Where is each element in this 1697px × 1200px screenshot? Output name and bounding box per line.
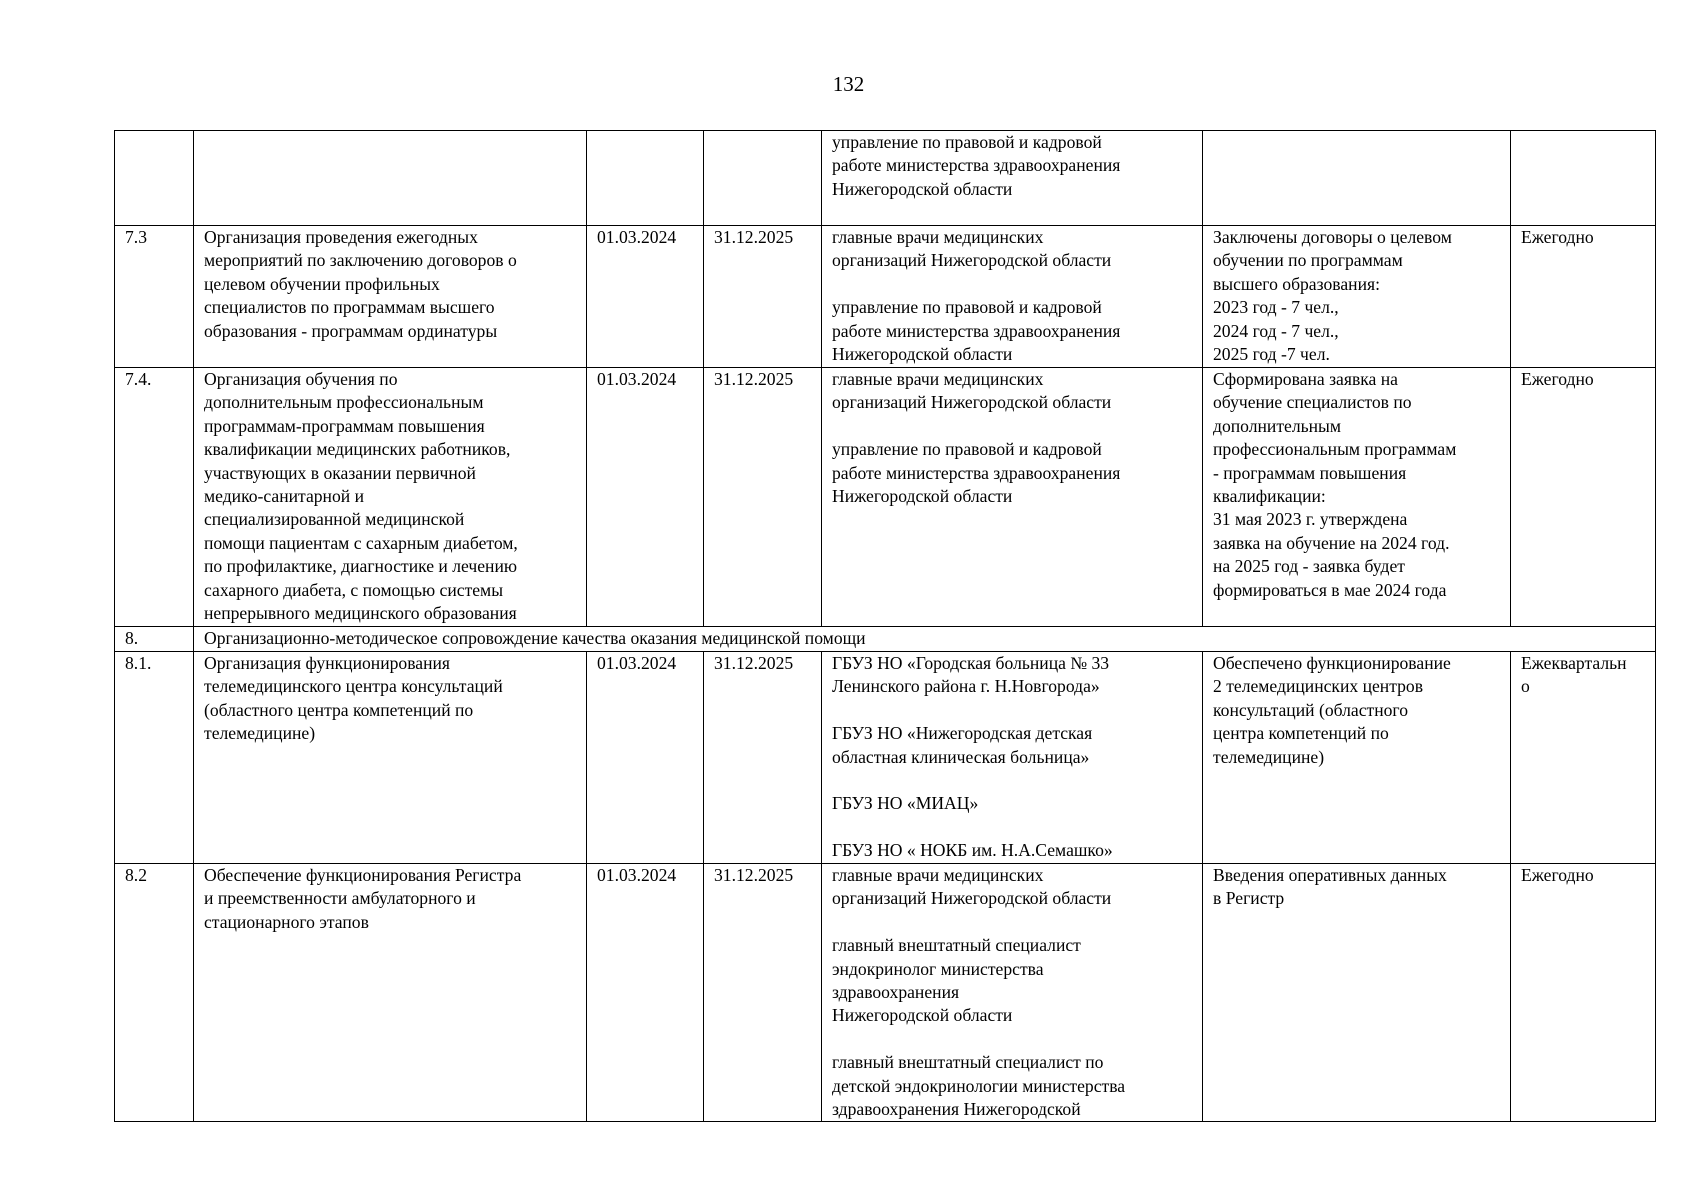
row-number: 8.2: [115, 864, 194, 1122]
end-date-cell: 31.12.2025: [704, 226, 822, 368]
start-date-cell: 01.03.2024: [587, 652, 704, 864]
end-date-cell: 31.12.2025: [704, 864, 822, 1122]
section-number: 8.: [115, 627, 194, 652]
end-date-cell: [704, 131, 822, 226]
periodicity-cell: Ежегодно: [1511, 226, 1656, 368]
section-title: Организационно-методическое сопровождение качества оказания медицинской помощи: [194, 627, 1656, 652]
activity-cell: Организация проведения ежегодных мероприятий по заключению договоров о целевом обучении профильных специалистов по программам высшего образования - программам ординатуры: [194, 226, 587, 368]
responsible-cell: главные врачи медицинских организаций Нижегородской области главный внештатный специалист эндокринолог министерства здравоохранения Нижегородской области главный внештатный специалист по детской эндокринологии министерства здравоохранения Нижегородской: [822, 864, 1203, 1122]
plan-table: [114, 130, 1656, 1122]
table-row: [115, 368, 1656, 627]
responsible-cell: управление по правовой и кадровой работе министерства здравоохранения Нижегородской области: [822, 131, 1203, 226]
activity-cell: [194, 131, 587, 226]
end-date-cell: 31.12.2025: [704, 652, 822, 864]
result-cell: Заключены договоры о целевом обучении по программам высшего образования: 2023 год - 7 чел., 2024 год - 7 чел., 2025 год -7 чел.: [1203, 226, 1511, 368]
row-number: 8.1.: [115, 652, 194, 864]
responsible-cell: главные врачи медицинских организаций Нижегородской области управление по правовой и кадровой работе министерства здравоохранения Нижегородской области: [822, 368, 1203, 627]
row-number: 7.3: [115, 226, 194, 368]
periodicity-cell: Ежегодно: [1511, 864, 1656, 1122]
periodicity-cell: Ежегодно: [1511, 368, 1656, 627]
periodicity-cell: Ежеквартальн о: [1511, 652, 1656, 864]
activity-cell: Обеспечение функционирования Регистра и преемственности амбулаторного и стационарного этапов: [194, 864, 587, 1122]
result-cell: Введения оперативных данных в Регистр: [1203, 864, 1511, 1122]
row-number: [115, 131, 194, 226]
table-row: [115, 226, 1656, 368]
page-number: 132: [832, 72, 865, 96]
start-date-cell: [587, 131, 704, 226]
result-cell: Обеспечено функционирование 2 телемедицинских центров консультаций (областного центра компетенций по телемедицине): [1203, 652, 1511, 864]
start-date-cell: 01.03.2024: [587, 368, 704, 627]
row-number: 7.4.: [115, 368, 194, 627]
activity-cell: Организация функционирования телемедицинского центра консультаций (областного центра компетенций по телемедицине): [194, 652, 587, 864]
table-row: [115, 131, 1656, 226]
table-row: [115, 864, 1656, 1122]
section-header-row: [115, 627, 1656, 652]
responsible-cell: ГБУЗ НО «Городская больница № 33 Ленинского района г. Н.Новгорода» ГБУЗ НО «Нижегородская детская областная клиническая больница» ГБУЗ НО «МИАЦ» ГБУЗ НО « НОКБ им. Н.А.Семашко»: [822, 652, 1203, 864]
table-row: [115, 652, 1656, 864]
start-date-cell: 01.03.2024: [587, 226, 704, 368]
result-cell: Сформирована заявка на обучение специалистов по дополнительным профессиональным программам - программам повышения квалификации: 31 мая 2023 г. утверждена заявка на обучение на 2024 год. на 2025 год - заявка будет формироваться в мае 2024 года: [1203, 368, 1511, 627]
periodicity-cell: [1511, 131, 1656, 226]
start-date-cell: 01.03.2024: [587, 864, 704, 1122]
activity-cell: Организация обучения по дополнительным профессиональным программам-программам повышения квалификации медицинских работников, участвующих в оказании первичной медико-санитарной и специализированной медицинской помощи пациентам с сахарным диабетом, по профилактике, диагностике и лечению сахарного диабета, с помощью системы непрерывного медицинского образования: [194, 368, 587, 627]
responsible-cell: главные врачи медицинских организаций Нижегородской области управление по правовой и кадровой работе министерства здравоохранения Нижегородской области: [822, 226, 1203, 368]
result-cell: [1203, 131, 1511, 226]
end-date-cell: 31.12.2025: [704, 368, 822, 627]
